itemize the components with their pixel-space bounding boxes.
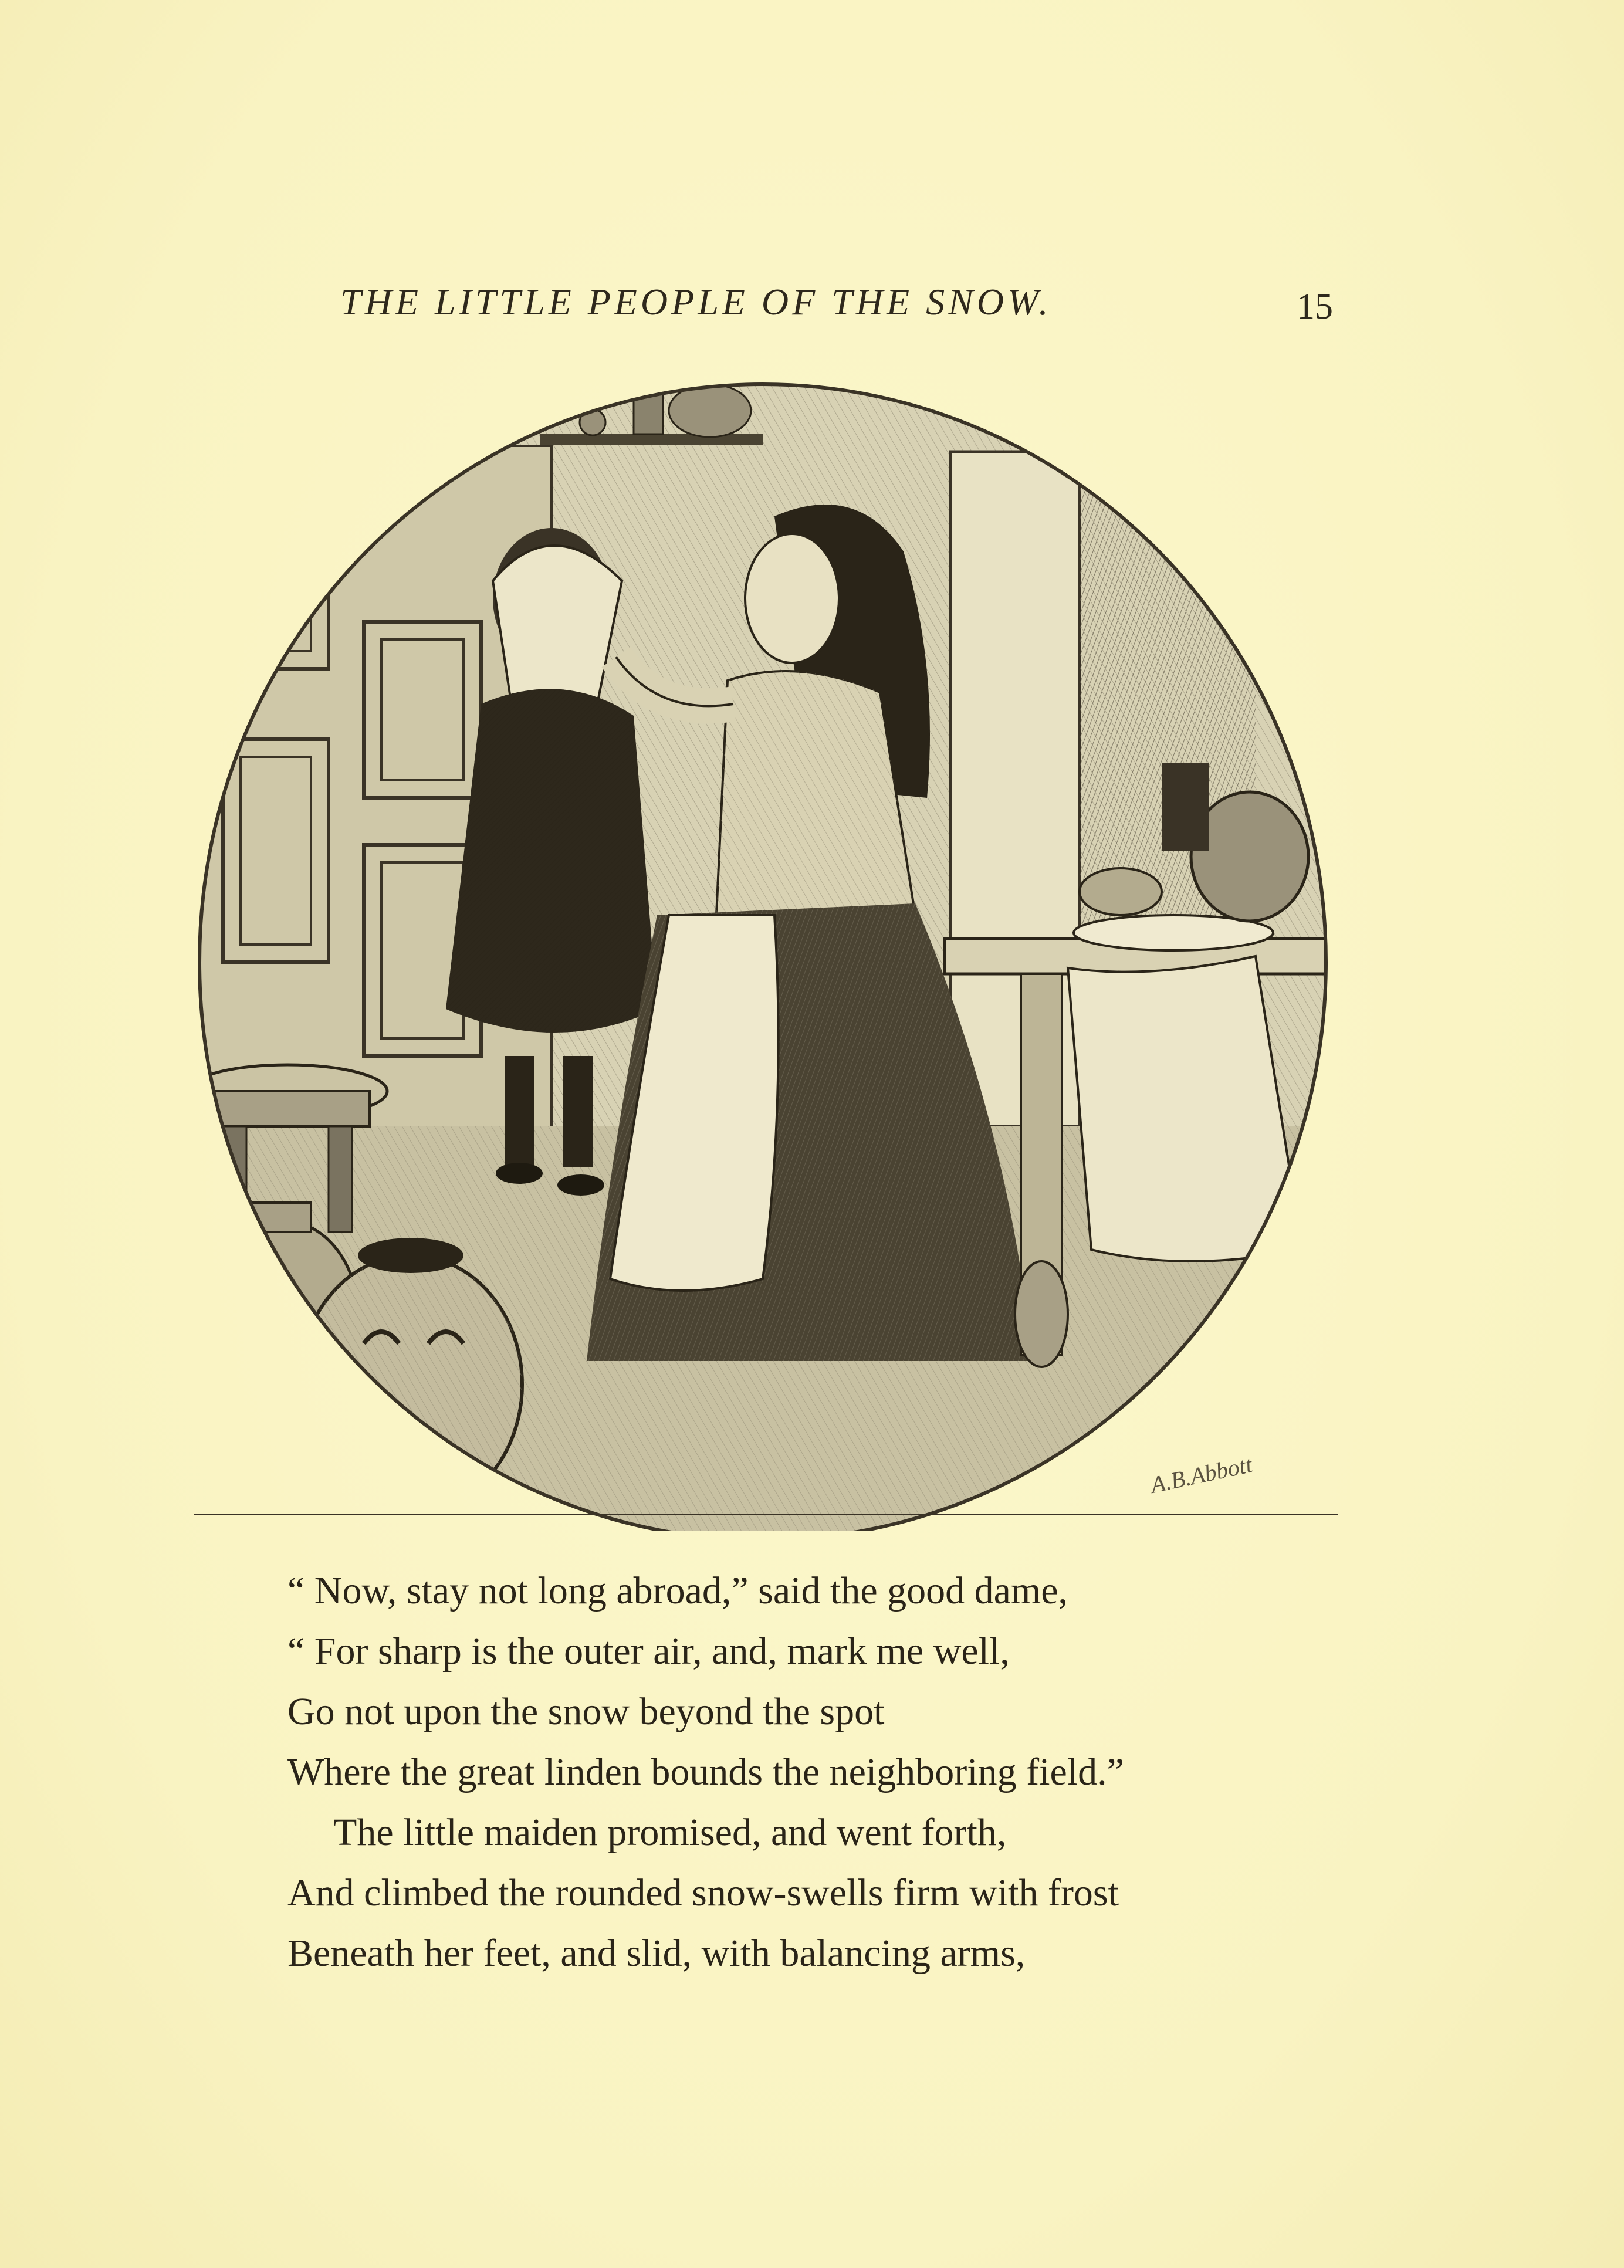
running-title: THE LITTLE PEOPLE OF THE SNOW. xyxy=(340,281,1052,323)
verse-block xyxy=(287,1560,1402,1983)
divider-rule xyxy=(194,1514,1338,1515)
verse-line: Beneath her feet, and slid, with balancing arms, xyxy=(287,1932,1026,1975)
verse-line: Where the great linden bounds the neighboring field.” xyxy=(287,1751,1124,1793)
verse-line: “ For sharp is the outer air, and, mark me well, xyxy=(287,1630,1010,1673)
page-number: 15 xyxy=(1297,287,1333,327)
shelf-with-jars xyxy=(540,384,763,445)
engraving-svg xyxy=(188,375,1338,1531)
verse-line: And climbed the rounded snow-swells firm with frost xyxy=(287,1871,1119,1914)
verse-line: Go not upon the snow beyond the spot xyxy=(287,1690,885,1733)
artist-signature: A.B.Abbott xyxy=(1148,1451,1255,1498)
engraving-illustration xyxy=(188,375,1338,1531)
verse-line: The little maiden promised, and went forth, xyxy=(333,1811,1007,1854)
verse-line: “ Now, stay not long abroad,” said the good dame, xyxy=(287,1569,1068,1612)
